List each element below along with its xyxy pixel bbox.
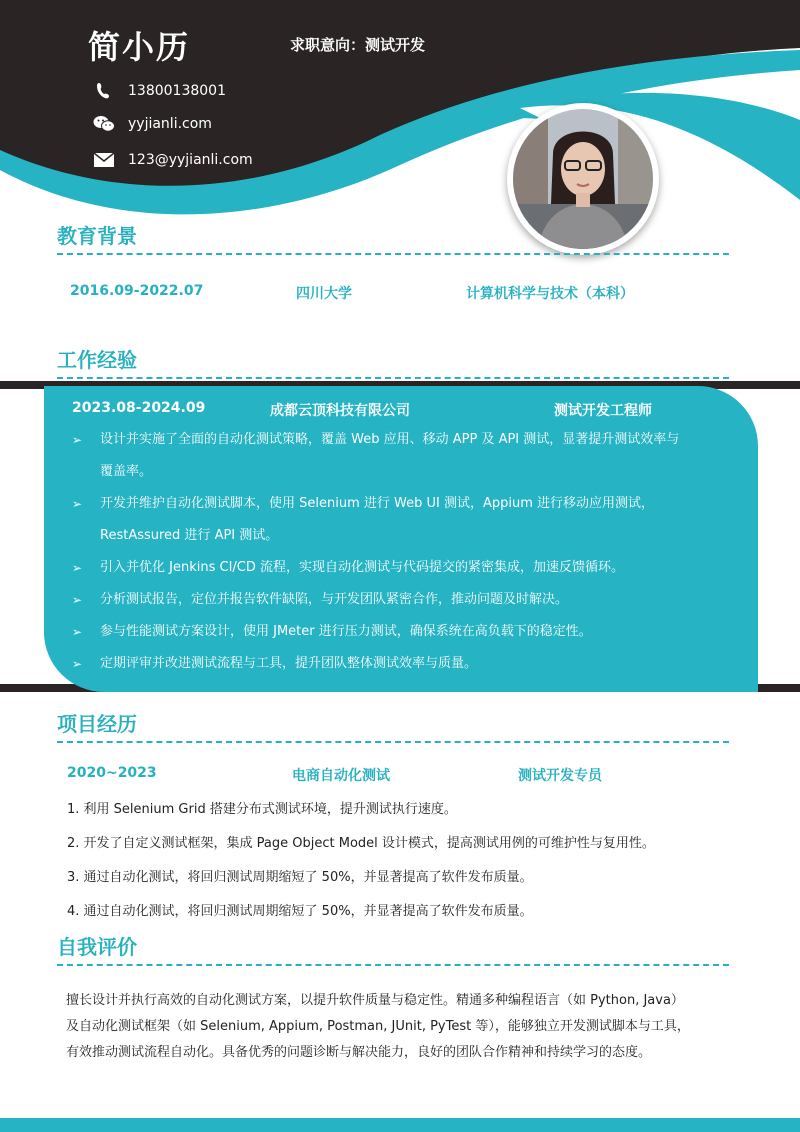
list-item: ➢ 开发并维护自动化测试脚本，使用 Selenium 进行 Web UI 测试，Appium 进行移动应用测试， RestAssured 进行 API 测试。 (72, 488, 732, 552)
work-experience-card (44, 386, 758, 692)
contact-phone (92, 82, 226, 100)
divider (57, 377, 729, 379)
list-item: ➢ 定期评审并改进测试流程与工具，提升团队整体测试效率与质量。 (72, 648, 732, 680)
bullet-arrow-icon: ➢ (72, 497, 83, 511)
list-item: 1. 利用 Selenium Grid 搭建分布式测试环境，提升测试执行速度。 (67, 802, 457, 817)
bullet-arrow-icon: ➢ (72, 625, 83, 639)
website: yyjianli.com (128, 116, 212, 132)
bullet-arrow-icon: ➢ (72, 561, 83, 575)
list-item: 2. 开发了自定义测试框架，集成 Page Object Model 设计模式，提高测试用例的可维护性与复用性。 (67, 836, 655, 851)
self-evaluation-text: 擅长设计并执行高效的自动化测试方案，以提升软件质量与稳定性。精通多种编程语言（如 Python, Java） 及自动化测试框架（如 Selenium, Appium, Postman, JUnit, PyTest 等），能够独立开发测试脚本与工具， 有效推动测试流程自动化。具备优秀的问题诊断与解决能力，良好的团队合作精神和持续学习的态度。 (66, 993, 690, 1060)
bullet-arrow-icon: ➢ (72, 593, 83, 607)
work-position: 测试开发工程师 (554, 403, 652, 419)
work-company: 成都云顶科技有限公司 (270, 403, 410, 419)
footer-band (0, 1118, 800, 1132)
education-period: 2016.09-2022.07 (70, 283, 204, 299)
education-major: 计算机科学与技术（本科） (466, 286, 634, 302)
section-title-work: 工作经验 (57, 348, 137, 372)
phone-number: 13800138001 (128, 83, 226, 99)
section-title-project: 项目经历 (57, 712, 137, 736)
list-item: ➢ 引入并优化 Jenkins CI/CD 流程，实现自动化测试与代码提交的紧密集成，加速反馈循环。 (72, 552, 732, 584)
divider (57, 253, 729, 255)
avatar-photo (513, 109, 653, 249)
project-role: 测试开发专员 (518, 768, 602, 784)
divider (57, 964, 729, 966)
avatar (507, 103, 659, 255)
education-school: 四川大学 (296, 286, 352, 302)
candidate-name: 简小历 (88, 28, 191, 66)
phone-icon (92, 82, 116, 100)
bullet-arrow-icon: ➢ (72, 657, 83, 671)
divider (57, 741, 729, 743)
contact-email (92, 151, 253, 169)
job-intent: 求职意向：测试开发 (290, 36, 426, 54)
section-title-education: 教育背景 (57, 224, 137, 248)
work-period: 2023.08-2024.09 (72, 400, 206, 416)
project-period: 2020~2023 (67, 765, 157, 781)
mail-icon (92, 151, 116, 169)
list-item: 3. 通过自动化测试，将回归测试周期缩短了 50%，并显著提高了软件发布质量。 (67, 870, 533, 885)
list-item: 4. 通过自动化测试，将回归测试周期缩短了 50%，并显著提高了软件发布质量。 (67, 904, 533, 919)
list-item: ➢ 参与性能测试方案设计，使用 JMeter 进行压力测试，确保系统在高负载下的稳定性。 (72, 616, 732, 648)
email-address: 123@yyjianli.com (128, 152, 253, 168)
project-name: 电商自动化测试 (292, 768, 390, 784)
wechat-icon (92, 115, 116, 133)
list-item: ➢ 分析测试报告，定位并报告软件缺陷，与开发团队紧密合作，推动问题及时解决。 (72, 584, 732, 616)
section-title-self-eval: 自我评价 (57, 935, 137, 959)
contact-wechat (92, 115, 212, 133)
list-item: ➢ 设计并实施了全面的自动化测试策略，覆盖 Web 应用、移动 APP 及 API 测试，显著提升测试效率与 覆盖率。 (72, 424, 732, 488)
bullet-arrow-icon: ➢ (72, 433, 83, 447)
